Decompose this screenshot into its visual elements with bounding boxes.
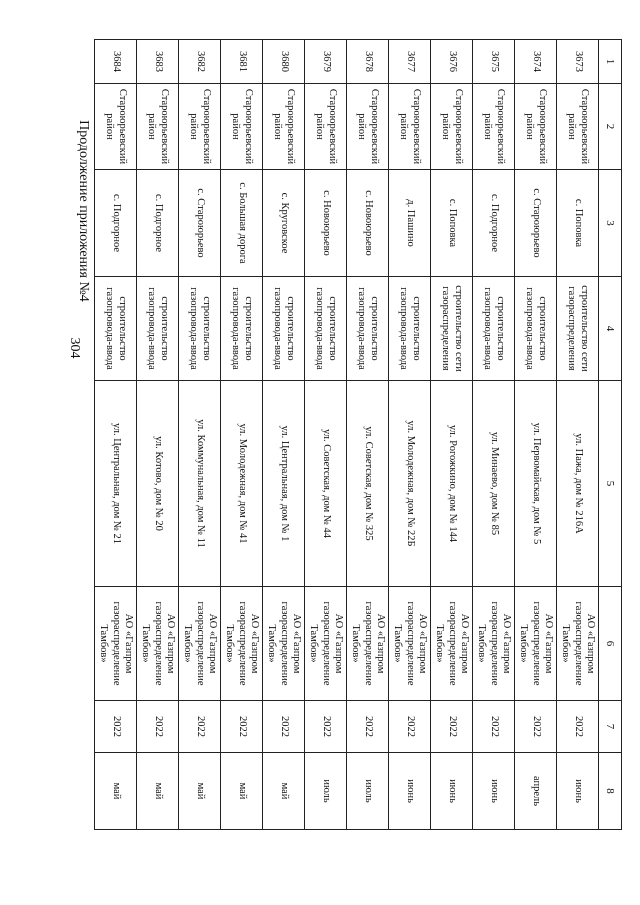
cell-year: 2022 — [305, 701, 347, 753]
cell-work-type: строительство сети газораспределения — [557, 277, 599, 381]
table-row — [263, 40, 305, 830]
cell-month: июль — [347, 753, 389, 830]
column-header: 8 — [599, 753, 622, 830]
table-row — [389, 40, 431, 830]
table-row — [221, 40, 263, 830]
cell-address: ул. Центральная, дом № 21 — [95, 381, 137, 587]
cell-month: май — [221, 753, 263, 830]
cell-address: ул. Минаево, дом № 85 — [473, 381, 515, 587]
table-row — [515, 40, 557, 830]
cell-month: май — [95, 753, 137, 830]
cell-locality: с. Староюрьево — [515, 170, 557, 277]
cell-organization: АО «Газпром газораспределение Тамбов» — [305, 587, 347, 701]
column-header: 3 — [599, 170, 622, 277]
cell-district: Староюрьевский район — [557, 84, 599, 170]
cell-district: Староюрьевский район — [221, 84, 263, 170]
cell-work-type: строительство газопровода-ввода — [389, 277, 431, 381]
cell-work-type: строительство газопровода-ввода — [179, 277, 221, 381]
cell-organization: АО «Газпром газораспределение Тамбов» — [95, 587, 137, 701]
cell-number: 3683 — [137, 40, 179, 84]
cell-locality: с. Подгорное — [473, 170, 515, 277]
cell-number: 3684 — [95, 40, 137, 84]
cell-number: 3676 — [431, 40, 473, 84]
cell-organization: АО «Газпром газораспределение Тамбов» — [347, 587, 389, 701]
cell-organization: АО «Газпром газораспределение Тамбов» — [221, 587, 263, 701]
column-header: 5 — [599, 381, 622, 587]
cell-organization: АО «Газпром газораспределение Тамбов» — [263, 587, 305, 701]
cell-month: май — [263, 753, 305, 830]
cell-number: 3682 — [179, 40, 221, 84]
cell-number: 3680 — [263, 40, 305, 84]
cell-organization: АО «Газпром газораспределение Тамбов» — [557, 587, 599, 701]
table-row — [305, 40, 347, 830]
cell-address: ул. Рогожкино, дом № 144 — [431, 381, 473, 587]
cell-organization: АО «Газпром газораспределение Тамбов» — [179, 587, 221, 701]
cell-locality: с. Староюрьево — [179, 170, 221, 277]
cell-work-type: строительство газопровода-ввода — [263, 277, 305, 381]
cell-month: май — [179, 753, 221, 830]
cell-locality: с. Новоюрьево — [347, 170, 389, 277]
cell-locality: д. Пашино — [389, 170, 431, 277]
cell-organization: АО «Газпром газораспределение Тамбов» — [137, 587, 179, 701]
cell-address: ул. Центральная, дом № 1 — [263, 381, 305, 587]
cell-number: 3678 — [347, 40, 389, 84]
cell-number: 3679 — [305, 40, 347, 84]
cell-work-type: строительство газопровода-ввода — [95, 277, 137, 381]
cell-month: июнь — [473, 753, 515, 830]
cell-district: Староюрьевский район — [473, 84, 515, 170]
cell-district: Староюрьевский район — [179, 84, 221, 170]
appendix-table — [94, 39, 622, 830]
table-row — [95, 40, 137, 830]
cell-work-type: строительство газопровода-ввода — [347, 277, 389, 381]
table-row — [179, 40, 221, 830]
column-header: 4 — [599, 277, 622, 381]
cell-organization: АО «Газпром газораспределение Тамбов» — [389, 587, 431, 701]
table-row — [431, 40, 473, 830]
cell-district: Староюрьевский район — [137, 84, 179, 170]
continuation-title: Продолжение приложения №4 — [76, 120, 91, 302]
cell-locality: с. Поповка — [431, 170, 473, 277]
cell-address: ул. Котово, дом № 20 — [137, 381, 179, 587]
cell-month: июль — [305, 753, 347, 830]
cell-locality: с. Подгорное — [95, 170, 137, 277]
table-row — [557, 40, 599, 830]
cell-year: 2022 — [347, 701, 389, 753]
cell-year: 2022 — [515, 701, 557, 753]
cell-year: 2022 — [431, 701, 473, 753]
cell-district: Староюрьевский район — [347, 84, 389, 170]
column-header: 7 — [599, 701, 622, 753]
column-header: 6 — [599, 587, 622, 701]
cell-district: Староюрьевский район — [263, 84, 305, 170]
cell-year: 2022 — [389, 701, 431, 753]
cell-address: ул. Пажа, дом № 216А — [557, 381, 599, 587]
cell-month: май — [137, 753, 179, 830]
table-row — [473, 40, 515, 830]
cell-work-type: строительство газопровода-ввода — [221, 277, 263, 381]
cell-work-type: строительство сети газораспределения — [431, 277, 473, 381]
cell-year: 2022 — [221, 701, 263, 753]
cell-district: Староюрьевский район — [515, 84, 557, 170]
cell-locality: с. Новоюрьево — [305, 170, 347, 277]
cell-district: Староюрьевский район — [431, 84, 473, 170]
table-row — [347, 40, 389, 830]
table-header-row — [599, 40, 622, 830]
cell-address: ул. Первомайская, дом № 5 — [515, 381, 557, 587]
cell-district: Староюрьевский район — [95, 84, 137, 170]
cell-work-type: строительство газопровода-ввода — [137, 277, 179, 381]
cell-organization: АО «Газпром газораспределение Тамбов» — [515, 587, 557, 701]
cell-year: 2022 — [137, 701, 179, 753]
cell-number: 3675 — [473, 40, 515, 84]
cell-locality: с. Круговское — [263, 170, 305, 277]
cell-year: 2022 — [95, 701, 137, 753]
rotated-table-container — [98, 39, 622, 829]
cell-month: июнь — [431, 753, 473, 830]
table-row — [137, 40, 179, 830]
cell-address: ул. Молодежная, дом № 41 — [221, 381, 263, 587]
column-header: 2 — [599, 84, 622, 170]
cell-work-type: строительство газопровода-ввода — [473, 277, 515, 381]
cell-number: 3677 — [389, 40, 431, 84]
cell-locality: с. Подгорное — [137, 170, 179, 277]
cell-address: ул. Советская, дом № 325 — [347, 381, 389, 587]
column-header: 1 — [599, 40, 622, 84]
cell-locality: с. Поповка — [557, 170, 599, 277]
cell-month: июнь — [389, 753, 431, 830]
cell-organization: АО «Газпром газораспределение Тамбов» — [431, 587, 473, 701]
cell-address: ул. Советская, дом № 44 — [305, 381, 347, 587]
cell-district: Староюрьевский район — [389, 84, 431, 170]
cell-year: 2022 — [557, 701, 599, 753]
cell-address: ул. Коммунальная, дом № 11 — [179, 381, 221, 587]
cell-number: 3674 — [515, 40, 557, 84]
cell-year: 2022 — [179, 701, 221, 753]
cell-year: 2022 — [473, 701, 515, 753]
cell-month: июнь — [557, 753, 599, 830]
page-number: 304 — [67, 337, 82, 359]
cell-year: 2022 — [263, 701, 305, 753]
cell-address: ул. Молодежная, дом № 22Б — [389, 381, 431, 587]
cell-number: 3681 — [221, 40, 263, 84]
cell-month: апрель — [515, 753, 557, 830]
cell-district: Староюрьевский район — [305, 84, 347, 170]
cell-work-type: строительство газопровода-ввода — [305, 277, 347, 381]
cell-work-type: строительство газопровода-ввода — [515, 277, 557, 381]
cell-number: 3673 — [557, 40, 599, 84]
cell-locality: с. Большая дорога — [221, 170, 263, 277]
cell-organization: АО «Газпром газораспределение Тамбов» — [473, 587, 515, 701]
